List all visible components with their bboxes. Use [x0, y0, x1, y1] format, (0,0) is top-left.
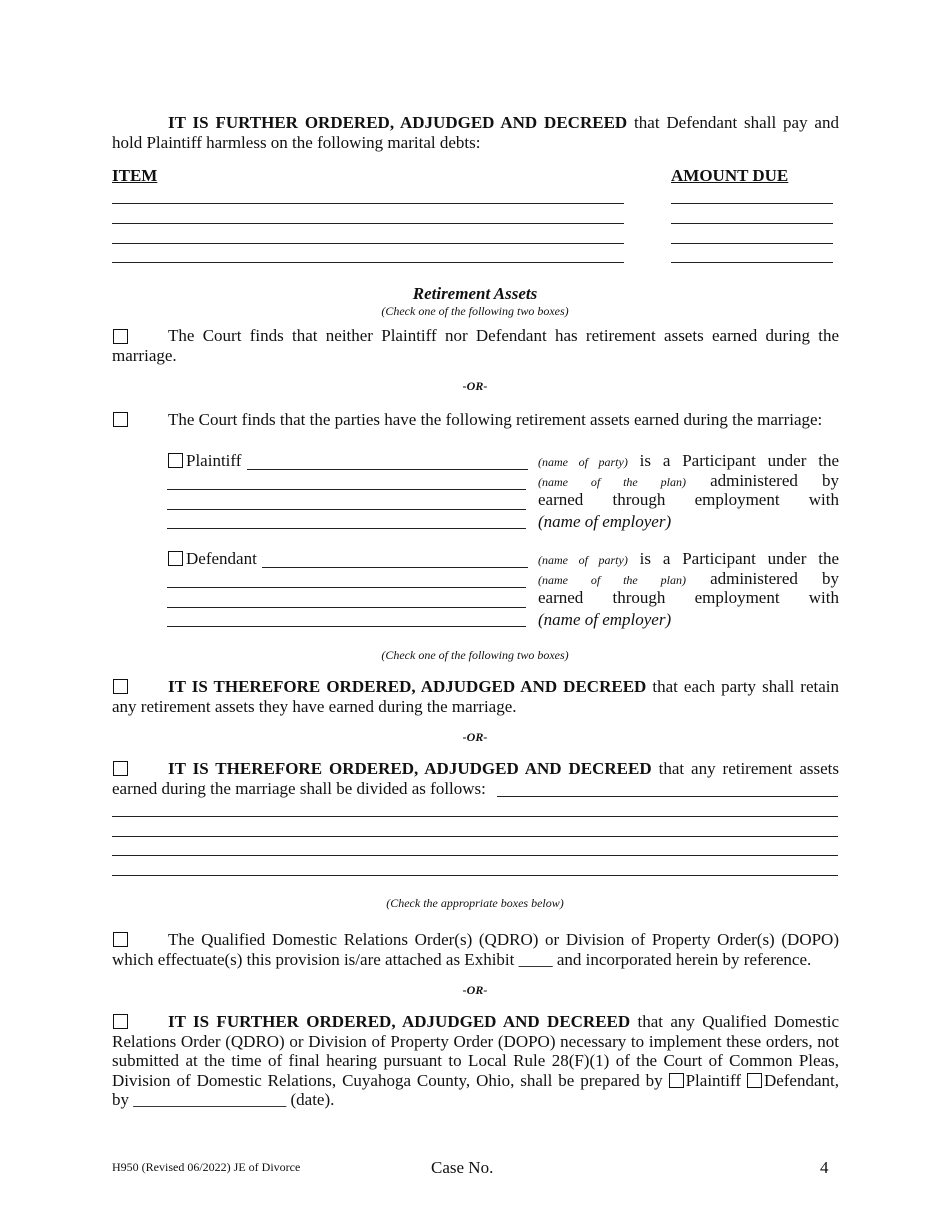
further-text: that any Qualified Domestic Relations Order (QDRO) or Division of Property Order (DOPO) necessary to implement these orders, not submitted at the time of final hearing pursuant to Local Rule 28(F)(1) of the Court of Common Pleas, Division of Domestic Relations, Cuyahoga County, Ohio, shall be prepared by [112, 1012, 839, 1090]
or-separator-1: -OR- [462, 379, 488, 393]
further-bold: IT IS FURTHER ORDERED, ADJUDGED AND DECREED [168, 1012, 631, 1031]
item-line-1[interactable] [112, 203, 624, 204]
name-of-plan-note: (name of the plan) [538, 573, 686, 587]
plaintiff-party-line[interactable] [247, 469, 528, 470]
case-number-label: Case No. [431, 1158, 494, 1177]
by-label: by [112, 1090, 129, 1109]
debts-lead-bold: IT IS FURTHER ORDERED, ADJUDGED AND DECREED [168, 113, 628, 132]
amount-line-2[interactable] [671, 223, 833, 224]
debts-lead-text: that Defendant shall pay and hold Plaintiff harmless on the following marital debts: [112, 113, 839, 152]
amount-line-1[interactable] [671, 203, 833, 204]
plaintiff-plan-line[interactable] [167, 489, 526, 490]
prepare-plaintiff-checkbox[interactable] [669, 1073, 684, 1088]
defendant-admin-line[interactable] [167, 607, 526, 608]
no-retirement-text [112, 326, 839, 365]
plaintiff-desc-line-3: earned through employment with [538, 490, 839, 509]
retirement-title: Retirement Assets [412, 284, 538, 303]
qdro-prepare-paragraph [112, 1012, 839, 1110]
item-header: ITEM [112, 166, 158, 185]
defendant-plan-line[interactable] [167, 587, 526, 588]
plaintiff-desc-line-1 [538, 451, 839, 473]
divide-line-3[interactable] [112, 855, 838, 856]
name-of-party-note: (name of party) [538, 455, 628, 469]
prepare-plaintiff-label: Plaintiff [685, 1070, 742, 1090]
plaintiff-label: Plaintiff [186, 451, 242, 470]
amount-due-header: AMOUNT DUE [671, 166, 789, 185]
divide-assets-text [112, 759, 839, 798]
divide-bold: IT IS THEREFORE ORDERED, ADJUDGED AND DECREED [168, 759, 652, 778]
plaintiff-participant-checkbox[interactable] [168, 453, 183, 468]
date-label: (date). [290, 1090, 335, 1109]
defendant-desc-line-3: earned through employment with [538, 588, 839, 607]
check-note-3: (Check the appropriate boxes below) [386, 896, 564, 910]
prepare-defendant-label: Defendant, [763, 1070, 840, 1090]
debts-paragraph [112, 113, 839, 152]
defendant-participant-checkbox[interactable] [168, 551, 183, 566]
qdro-text-a: The Qualified Domestic Relations Order(s) (QDRO) or Division of Property Order(s) (DOPO) which effectuate(s) this provision is/are attached as Exhibit [112, 930, 839, 969]
defendant-desc-line-1 [538, 549, 839, 571]
item-line-2[interactable] [112, 223, 624, 224]
retain-text: that each party shall retain any retirement assets they have earned during the marriage. [112, 677, 839, 716]
or-separator-2: -OR- [462, 730, 488, 744]
defendant-employer-line[interactable] [167, 626, 526, 627]
qdro-attached-paragraph [112, 930, 839, 969]
prepare-defendant-checkbox[interactable] [747, 1073, 762, 1088]
plaintiff-employer-line[interactable] [167, 528, 526, 529]
qdro-text-b: and incorporated herein by reference. [552, 949, 812, 969]
defendant-party-line[interactable] [262, 567, 528, 568]
divide-line-1[interactable] [112, 816, 838, 817]
check-note-1: (Check one of the following two boxes) [381, 304, 569, 318]
plaintiff-admin-line[interactable] [167, 509, 526, 510]
name-of-plan-note: (name of the plan) [538, 475, 686, 489]
exhibit-blank[interactable]: ____ [518, 949, 553, 969]
amount-line-4[interactable] [671, 262, 833, 263]
retain-assets-paragraph [112, 677, 839, 716]
divide-line-0[interactable] [497, 796, 838, 797]
or-separator-3: -OR- [462, 983, 488, 997]
administered-by-text: administered by [685, 569, 839, 588]
amount-line-3[interactable] [671, 243, 833, 244]
divide-line-4[interactable] [112, 875, 838, 876]
divide-text: that any retirement assets earned during the marriage shall be divided as follows: [112, 759, 839, 798]
date-blank[interactable]: __________________ [133, 1090, 287, 1109]
participant-text: is a Participant under the [627, 451, 839, 470]
name-of-party-note: (name of party) [538, 553, 628, 567]
has-retirement-label: The Court finds that the parties have the following retirement assets earned during the marriage: [168, 410, 823, 429]
form-id: H950 (Revised 06/2022) JE of Divorce [112, 1160, 301, 1174]
defendant-label: Defendant [186, 549, 257, 568]
check-note-2: (Check one of the following two boxes) [381, 648, 569, 662]
page-number: 4 [820, 1158, 829, 1177]
item-line-3[interactable] [112, 243, 624, 244]
item-line-4[interactable] [112, 262, 624, 263]
plaintiff-employer-note: (name of employer) [538, 512, 672, 531]
defendant-employer-note: (name of employer) [538, 610, 672, 629]
administered-by-text: administered by [685, 471, 839, 490]
has-retirement-text [112, 410, 839, 430]
no-retirement-label: The Court finds that neither Plaintiff nor Defendant has retirement assets earned during the marriage. [112, 326, 839, 365]
participant-text: is a Participant under the [627, 549, 839, 568]
retain-bold: IT IS THEREFORE ORDERED, ADJUDGED AND DECREED [168, 677, 647, 696]
divide-line-2[interactable] [112, 836, 838, 837]
